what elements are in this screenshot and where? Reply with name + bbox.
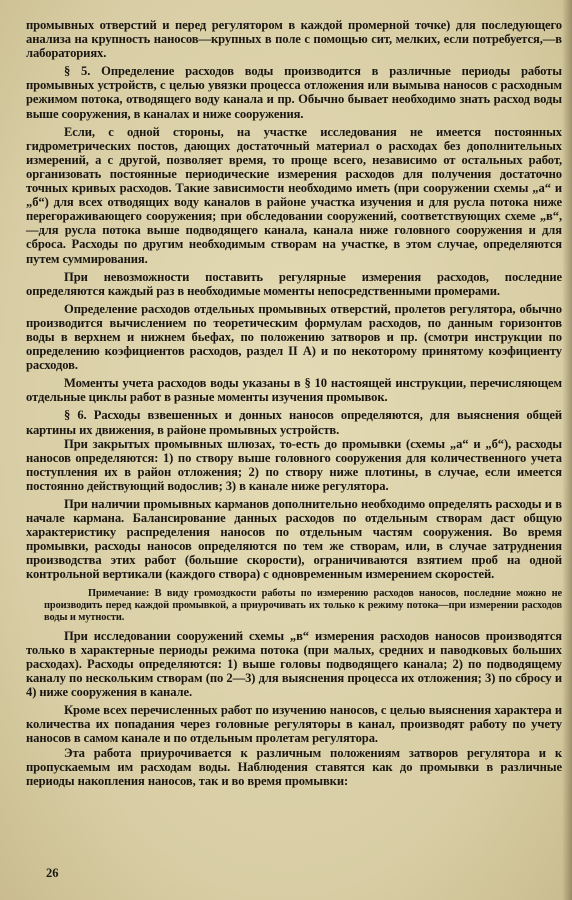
- paragraph-scheme-v: При исследовании сооружений схемы „в“ измерения расходов наносов производятся только в характерные периоды режима потока (при малых, средних и паводковых больших расходах). Расходы определяются: 1) выше головы подводящего канала; 2) по подводящему каналу по нескольким створам (по 2—3) для выяснения процесса их отложения; 3) по сбросу и 4) ниже сооружения в канале.: [26, 628, 562, 700]
- paragraph-opening-discharges: Определение расходов отдельных промывных отверстий, пролетов регулятора, обычно производится вычислением по теоретическим формулам расходов, по данным горизонтов воды в верхнем и нижнем бьефах, по положению затворов и пр. (смотри инструкции по определению коэфициентов расходов, раздел II А) и по некоторому принятому коэфициенту расходов.: [26, 301, 562, 373]
- paragraph-canal-sediment: Кроме всех перечисленных работ по изучению наносов, с целью выяснения характера и количества их попадания через головные регуляторы в канал, производят работу по учету наносов в самом канале и по отдельным пролетам регулятора.: [26, 703, 562, 746]
- footnote-remark: Примечание: В виду громоздкости работы по измерению расходов наносов, последние можно не производить перед каждой промывкой, а приурочивать их только к режиму потока—при измерении расходов воды и мутности.: [44, 587, 562, 624]
- paragraph-section-5: § 5. Определение расходов воды производится в различные периоды работы промывных устройств, с целью увязки процесса отложения или вымыва наносов с расходным режимом потока, отводящего воду канала и пр. Обычно бывает необходимо знать расход воды выше сооружения, в каналах и ниже сооружения.: [26, 64, 562, 121]
- page-number: 26: [46, 866, 59, 880]
- paragraph-flushing-pockets: При наличии промывных карманов дополнительно необходимо определять расходы и в начале кармана. Балансирование данных расходов по отдельным створам даст общую характеристику распределения наносов по отдельным частям сооружения. Во время промывки, расходы наносов определяются по тем же створам, или, в случае затруднения производства этих работ (большие скорости), ограничиваются взятием проб на одной контрольной вертикали (каждого створа) с одновременным измерением скоростей.: [26, 497, 562, 582]
- paragraph-section-6: § 6. Расходы взвешенных и донных наносов определяются, для выяснения общей картины их движения, в районе промывных устройств.: [26, 408, 562, 437]
- page-edge-shadow: [562, 0, 572, 900]
- paragraph-closed-sluices: При закрытых промывных шлюзах, то-есть до промывки (схемы „а“ и „б“), расходы наносов определяются: 1) по створу выше головного сооружения для количественного учета поступления их в район отложения; 2) по створу ниже плотины, в случае, если имеется постоянно действующий водослив; 3) в канале ниже регулятора.: [26, 436, 562, 493]
- paragraph-direct-measurements: При невозможности поставить регулярные измерения расходов, последние определяются каждый раз в необходимые моменты непосредственными промерами.: [26, 269, 562, 298]
- paragraph-continuation: промывных отверстий и перед регулятором в каждой промерной точке) для последующего анализа на крупность наносов—крупных в поле с помощью сит, мелких, если потребуется,—в лабораториях.: [26, 18, 562, 61]
- paragraph-measurement-moments: Моменты учета расходов воды указаны в § 10 настоящей инструкции, перечисляющем отдельные циклы работ в разные моменты изучения промывок.: [26, 376, 562, 405]
- paragraph-gate-positions: Эта работа приурочивается к различным положениям затворов регулятора и к пропускаемым им расходам воды. Наблюдения ставятся как до промывки в различные периоды накопления наносов, так и во время промывки:: [26, 745, 562, 788]
- paragraph-gauging-stations: Если, с одной стороны, на участке исследования не имеется постоянных гидрометрических постов, дающих достаточный материал о расходах без дополнительных измерений, а с другой, позволяет время, то проще всего, независимо от остальных работ, организовать постоянные периодические измерения расходов для получения достаточно точных кривых расходов. Такие зависимости необходимо иметь (при сооружении схемы „а“ и „б“) для всех отводящих воду каналов в районе участка изучения и для русла потока ниже перегораживающего сооружения; при обследовании сооружений, соответствующих схеме „в“,—для русла потока выше подводящего канала, канала ниже головного сооружения и для сброса. Расходы по другим необходимым створам на участке, в этом случае, определяются путем суммирования.: [26, 124, 562, 266]
